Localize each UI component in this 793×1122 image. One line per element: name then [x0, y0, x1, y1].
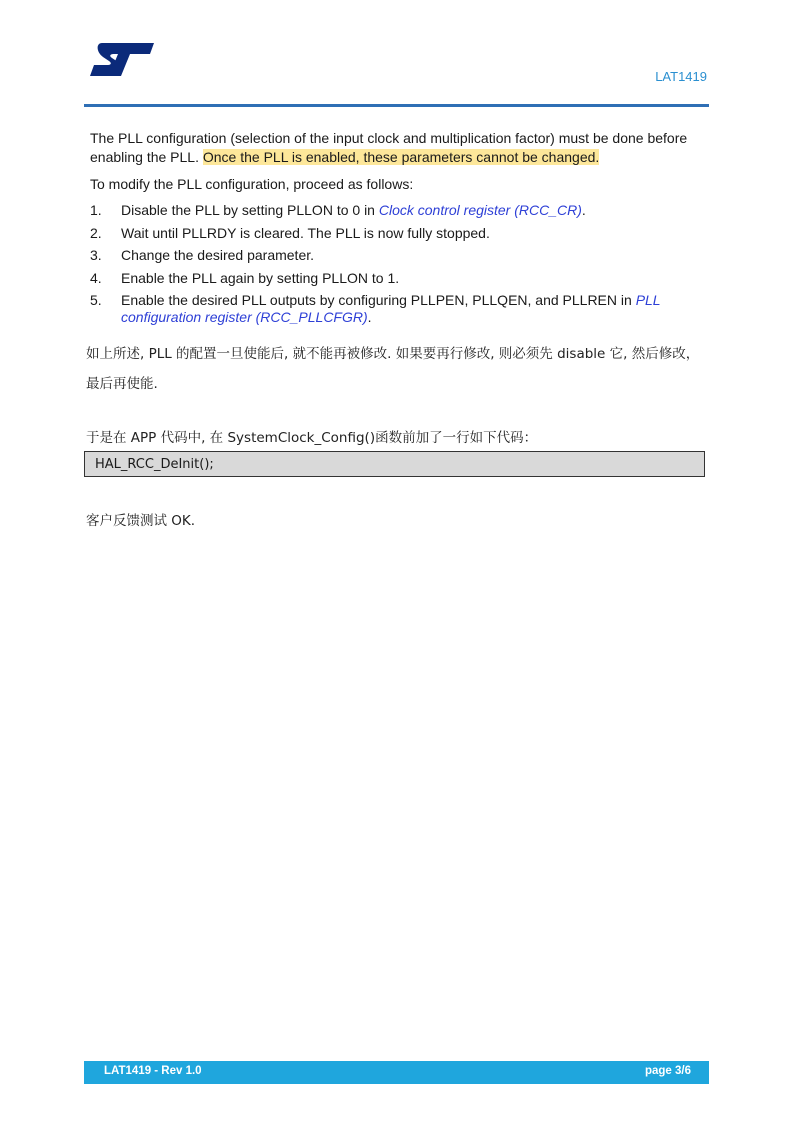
- list-item: 1. Disable the PLL by setting PLLON to 0 in Clock control register (RCC_CR).: [90, 202, 586, 218]
- footer-doc-rev: LAT1419 - Rev 1.0: [104, 1065, 202, 1077]
- st-logo: [88, 40, 156, 77]
- rcc-cr-link[interactable]: Clock control register (RCC_CR): [378, 202, 582, 218]
- result-paragraph: 客户反馈测试 OK.: [86, 513, 196, 529]
- code-snippet: HAL_RCC_DeInit();: [84, 451, 705, 477]
- explanation-paragraph: 如上所述, PLL 的配置一旦使能后, 就不能再被修改. 如果要再行修改, 则必须先 disable 它, 然后修改，最后再使能.: [86, 346, 700, 392]
- fix-intro-paragraph: 于是在 APP 代码中, 在 SystemClock_Config()函数前加了一行如下代码：: [86, 430, 538, 446]
- list-item: 5. Enable the desired PLL outputs by configuring PLLPEN, PLLQEN, and PLLREN in PLL configuration register (RCC_PLLCFGR).: [90, 292, 661, 325]
- rcc-pllcfgr-link[interactable]: PLL configuration register (RCC_PLLCFGR): [121, 292, 661, 325]
- header-rule: [84, 104, 709, 107]
- footer-page-number: page 3/6: [644, 1065, 691, 1077]
- document-id: LAT1419: [655, 69, 707, 84]
- list-item: 2. Wait until PLLRDY is cleared. The PLL is now fully stopped.: [90, 224, 490, 241]
- page-footer: [84, 1061, 709, 1084]
- quoted-excerpt: [90, 129, 700, 332]
- list-item: 3. Change the desired parameter.: [90, 247, 315, 263]
- pll-config-paragraph: The PLL configuration (selection of the input clock and multiplication factor) must be done before enabling the PLL. Once the PLL is enabled, these parameters cannot be changed.: [90, 130, 688, 165]
- list-item: 4. Enable the PLL again by setting PLLON to 1.: [90, 269, 400, 286]
- modify-intro: To modify the PLL configuration, proceed as follows:: [90, 176, 414, 192]
- highlighted-sentence: Once the PLL is enabled, these parameters cannot be changed.: [202, 149, 600, 165]
- step-list: [90, 202, 700, 326]
